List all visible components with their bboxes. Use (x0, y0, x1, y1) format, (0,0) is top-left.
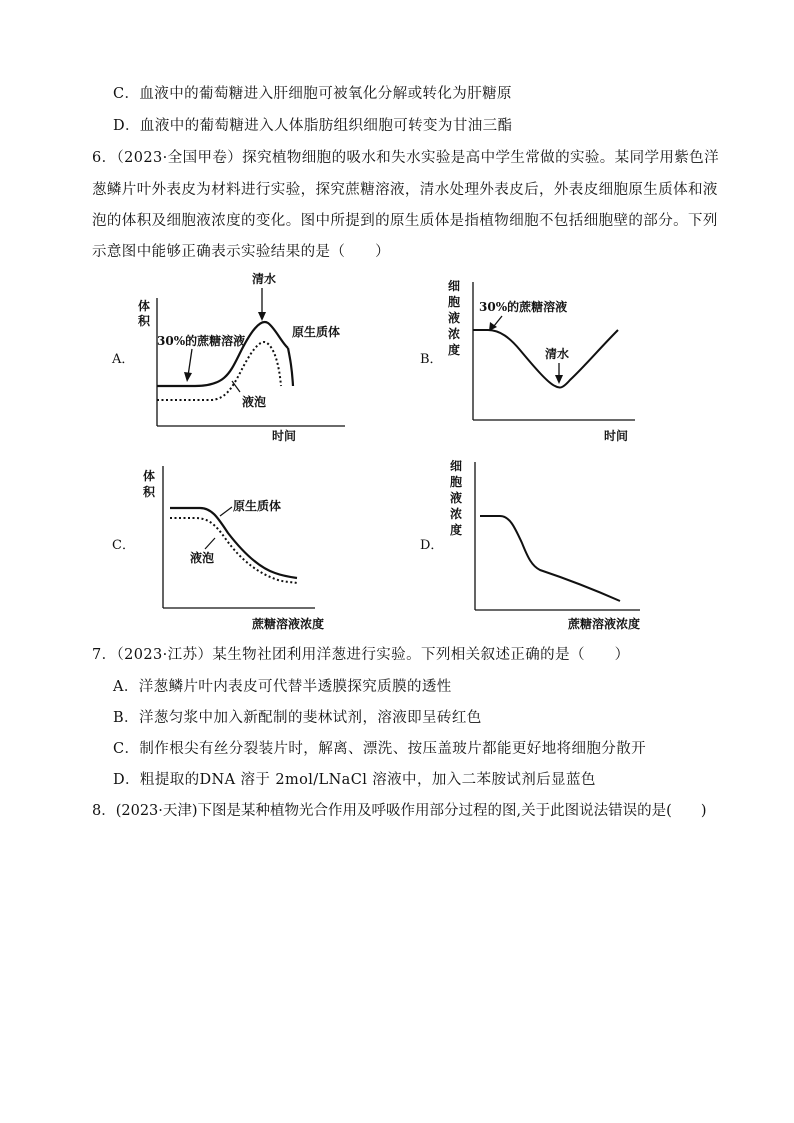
figure-d-option: D． (420, 538, 444, 553)
figure-d-ylabel-4: 浓 (450, 507, 463, 521)
figure-b-ylabel-3: 液 (448, 311, 461, 325)
q7-option-c: C．制作根尖有丝分裂装片时，解离、漂洗、按压盖玻片都能更好地将细胞分散开 (113, 741, 646, 757)
figure-d-ylabel-3: 液 (450, 491, 463, 505)
figure-c-option: C． (112, 538, 135, 553)
q5-option-d: D．血液中的葡萄糖进入人体脂肪组织细胞可转变为甘油三酯 (113, 118, 513, 134)
q7-option-b: B．洋葱匀浆中加入新配制的斐林试剂，溶液即呈砖红色 (113, 710, 482, 726)
figure-c (100, 458, 360, 638)
figure-a-option: A． (112, 352, 135, 367)
figure-a-label-protoplast: 原生质体 (292, 325, 341, 339)
figure-b-water-arrowhead (555, 375, 563, 384)
figure-a-sucrose-arrowhead (184, 372, 192, 382)
figure-c-vacuole-pointer (205, 538, 215, 549)
figure-a-ylabel-2: 积 (138, 314, 151, 328)
figure-a-label-vacuole: 液泡 (242, 395, 267, 409)
figure-d (400, 458, 670, 638)
figure-a-ylabel-1: 体 (138, 299, 151, 313)
q6-stem-line3: 泡的体积及细胞液浓度的变化。图中所提到的原生质体是指植物细胞不包括细胞壁的部分。下列 (92, 213, 718, 229)
figure-a-annot-water: 清水 (252, 272, 277, 286)
figure-a-xlabel: 时间 (272, 429, 297, 443)
figure-a-sucrose-arrow (188, 349, 192, 376)
figure-c-xlabel: 蔗糖溶液浓度 (252, 617, 325, 631)
figure-b-ylabel-4: 浓 (448, 327, 461, 341)
figure-d-xlabel: 蔗糖溶液浓度 (568, 617, 641, 631)
figure-b-annot-water: 清水 (545, 347, 570, 361)
figure-c-label-vacuole: 液泡 (190, 551, 215, 565)
figure-d-ylabel-1: 细 (450, 459, 463, 473)
figure-a (100, 268, 360, 448)
figure-b-xlabel: 时间 (604, 429, 629, 443)
q6-stem-line4: 示意图中能够正确表示实验结果的是（ ） (92, 244, 390, 260)
figure-b-ylabel-2: 胞 (448, 295, 461, 309)
figure-a-protoplast-curve (157, 322, 288, 386)
figure-b-ylabel-1: 细 (448, 279, 461, 293)
figure-d-ylabel-5: 度 (450, 523, 463, 537)
figure-c-protoplast-pointer (220, 507, 232, 516)
figure-a-water-arrowhead (258, 312, 266, 321)
figure-b-annot-sucrose: 30%的蔗糖溶液 (479, 300, 568, 314)
figure-c-ylabel-1: 体 (143, 469, 156, 483)
q6-stem-line2: 葱鳞片叶外表皮为材料进行实验，探究蔗糖溶液，清水处理外表皮后，外表皮细胞原生质体和液 (92, 182, 718, 198)
q5-option-c: C．血液中的葡萄糖进入肝细胞可被氧化分解或转化为肝糖原 (113, 86, 512, 102)
figure-a-protoplast-tail (288, 348, 293, 386)
q6-stem-line1: 6．（2023·全国甲卷）探究植物细胞的吸水和失水实验是高中学生常做的实验。某同学用紫色洋 (92, 150, 719, 166)
q8-stem: 8．(2023·天津)下图是某种植物光合作用及呼吸作用部分过程的图,关于此图说法错误的是( ) (92, 803, 707, 819)
figure-d-ylabel-2: 胞 (450, 475, 463, 489)
figure-b-ylabel-5: 度 (448, 343, 461, 357)
figure-a-annot-sucrose: 30%的蔗糖溶液 (157, 334, 246, 348)
figure-d-concentration-curve (480, 516, 620, 601)
q7-option-a: A．洋葱鳞片叶内表皮可代替半透膜探究质膜的透性 (113, 679, 452, 695)
figure-b-sucrose-arrow (494, 316, 502, 326)
q7-option-d: D．粗提取的DNA 溶于 2mol/LNaCl 溶液中，加入二苯胺试剂后显蓝色 (113, 772, 596, 788)
figure-a-vacuole-pointer (232, 381, 240, 392)
figure-c-ylabel-2: 积 (143, 485, 156, 499)
figure-c-label-protoplast: 原生质体 (233, 499, 282, 513)
figure-b-option: B． (420, 352, 443, 367)
q7-stem: 7．（2023·江苏）某生物社团利用洋葱进行实验。下列相关叙述正确的是（ ） (92, 647, 630, 663)
figure-a-vacuole-curve (157, 342, 281, 400)
figure-b (400, 268, 660, 448)
